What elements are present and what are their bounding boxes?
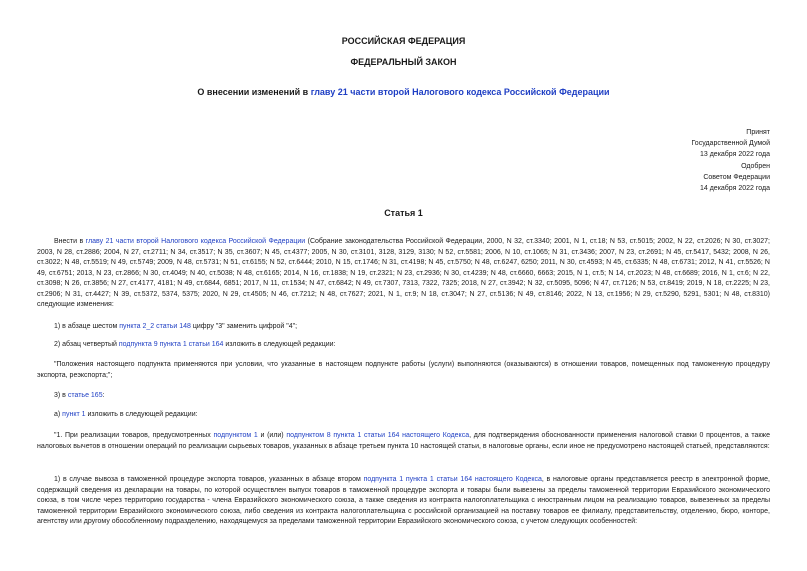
article-paragraph: "Положения настоящего подпункта применяются при условии, что указанные в настоящем подпункте работы (услуги) выполняются (оказываются) в отношении товаров, помещенных под таможенную процедуру экспорта, реэкспорта;"; bbox=[37, 361, 770, 379]
ref-link[interactable]: главу 21 части второй Налогового кодекса Российской Федерации bbox=[85, 238, 306, 245]
text: (Собрание законодательства Российской Федерации, 2000, N 32, ст.3340; 2001, N 1, ст.18; N 53, ст.5015; 2002, N 22, ст.2026; N 30, ст.3027; 2003, N 28, ст.2886; 2004, N 27, ст.2711; N 34, ст.3517; N 35, ст.3607; N 45, ст.4377; 2005, N 30, ст.3101, 3128, 3129, 3130; N 52, ст.5581; 2006, N 10, ст.1065; N 31, ст.3436; 2007, N 23, ст.2691; N 45, ст.5417, 5432; 2008, N 26, ст.3022; N 48, ст.5519; N 49, ст.5749; 2009, N 48, ст.5731; N 51, ст.6155; N 52, ст.6444; 2010, N 15, ст.1746; N 31, ст.4198; N 45, ст.5750; N 48, ст.6247, 6250; 2011, N 30, ст.4593; N 45, ст.6335; N 48, ст.6731; 2012, N 41, ст.5526; N 49, ст.6751; 2013, N 23, ст.2866; N 30, ст.4049; N 40, ст.5038; N 48, ст.6165; 2014, N 16, ст.1838; N 19, ст.2321; N 23, ст.2936; N 30, ст.4239; N 48, ст.6660, 6663; 2015, N 1, ст.5; N 14, ст.2023; N 48, ст.6689; 2016, N 1, ст.6; N 22, ст.3098; N 26, ст.3856; N 27, ст.4177, 4181; N 49, ст.6844, 6851; 2017, N 11, ст.1534; N 47, ст.6842; N 49, ст.7307, 7313, 7322, 7325; 2018, N 27, ст.3942; N 32, ст.5095, 5096; N 47, ст.7126; N 53, ст.8419; 2019, N 18, ст.2225; N 23, ст.2906; N 31, ст.4427; N 39, ст.5372, 5374, 5375; 2020, N 29, ст.4505; N 46, ст.7212; N 48, ст.7627; 2021, N 1, ст.9; N 18, ст.3047; N 27, ст.5136; N 49, ст.8146; 2022, N 13, ст.1956; N 29, ст.5290, 5291, 5301; N 48, ст.8310) следующие изменения: bbox=[37, 238, 770, 308]
text: 1) в абзаце шестом bbox=[54, 323, 120, 330]
ref-link[interactable]: подпункта 9 пункта 1 статьи 164 bbox=[118, 341, 224, 348]
law-title-prefix: О внесении изменений в bbox=[197, 87, 311, 97]
ref-link[interactable]: пункта 2_2 статьи 148 bbox=[119, 323, 191, 330]
article-paragraph bbox=[37, 410, 770, 421]
law-title-link[interactable]: главу 21 части второй Налогового кодекса Российской Федерации bbox=[310, 87, 610, 97]
text: 2) абзац четвертый bbox=[54, 341, 119, 348]
adoption-line: Советом Федерации bbox=[703, 173, 770, 181]
adoption-line: Одобрен bbox=[741, 162, 770, 170]
article-paragraph bbox=[37, 431, 770, 452]
ref-link[interactable]: подпунктом 8 пункта 1 статьи 164 настоящего Кодекса bbox=[286, 432, 470, 439]
adoption-block bbox=[691, 127, 770, 194]
adoption-line: Принят bbox=[746, 129, 770, 136]
article-paragraph bbox=[37, 322, 770, 333]
text: : bbox=[102, 392, 105, 399]
text: , в налоговые органы представляется реестр в электронной форме, содержащий сведения из декларации на товары, по которой осуществлен выпуск товаров в таможенной процедуре экспорта и товары были вывезены за пределы таможенной территории Евразийского экономического союза, в том числе через территорию государства - члена Евразийского экономического союза, а также сведения из контракта налогоплательщика с иностранным лицом на реализацию товаров, вывезенных за пределы таможенной территории Евразийского экономического союза, либо сведения из контракта налогоплательщика с российской организацией на поставку товаров ее филиалу, представительству, отделению, бюро, конторе, агентству или другому обособленному подразделению, находящемуся за пределами таможенной территории Евразийского экономического союза, с учетом следующих особенностей: bbox=[37, 476, 770, 525]
text: изложить в следующей редакции: bbox=[85, 411, 198, 418]
article-heading: Статья 1 bbox=[384, 208, 423, 218]
adoption-line: 14 декабря 2022 года bbox=[699, 185, 770, 193]
adoption-line: Государственной Думой bbox=[691, 140, 770, 148]
ref-link[interactable]: подпунктом 1 bbox=[213, 432, 258, 439]
law-title bbox=[0, 87, 807, 97]
text: изложить в следующей редакции: bbox=[223, 341, 336, 348]
article-paragraph bbox=[37, 237, 770, 311]
law-type-heading: ФЕДЕРАЛЬНЫЙ ЗАКОН bbox=[350, 57, 457, 67]
adoption-line: 13 декабря 2022 года bbox=[699, 151, 770, 159]
ref-link[interactable]: пункт 1 bbox=[62, 411, 86, 418]
article-paragraph bbox=[37, 391, 770, 402]
text: 3) в bbox=[54, 392, 68, 399]
ref-link[interactable]: подпункта 1 пункта 1 статьи 164 настоящего Кодекса bbox=[363, 476, 542, 483]
text: цифру "3" заменить цифрой "4"; bbox=[190, 323, 298, 330]
text: и (или) bbox=[257, 432, 287, 439]
text: Внести в bbox=[54, 238, 86, 245]
text: а) bbox=[54, 411, 63, 418]
country-heading: РОССИЙСКАЯ ФЕДЕРАЦИЯ bbox=[341, 36, 466, 46]
text: 1) в случае вывоза в таможенной процедуре экспорта товаров, указанных в абзаце втором bbox=[54, 476, 364, 483]
text: , для подтверждения обоснованности применения налоговой ставки 0 процентов, а также налоговых вычетов в отношении операций по реализации сырьевых товаров, указанных в абзаце третьем пункта 10 настоящей статьи, в налоговые органы, если иное не предусмотрено настоящей статьей, представляются: bbox=[37, 432, 770, 450]
article-paragraph bbox=[37, 340, 770, 351]
text: "1. При реализации товаров, предусмотренных bbox=[54, 432, 214, 439]
article-paragraph bbox=[37, 475, 770, 528]
ref-link[interactable]: статье 165 bbox=[67, 392, 103, 399]
